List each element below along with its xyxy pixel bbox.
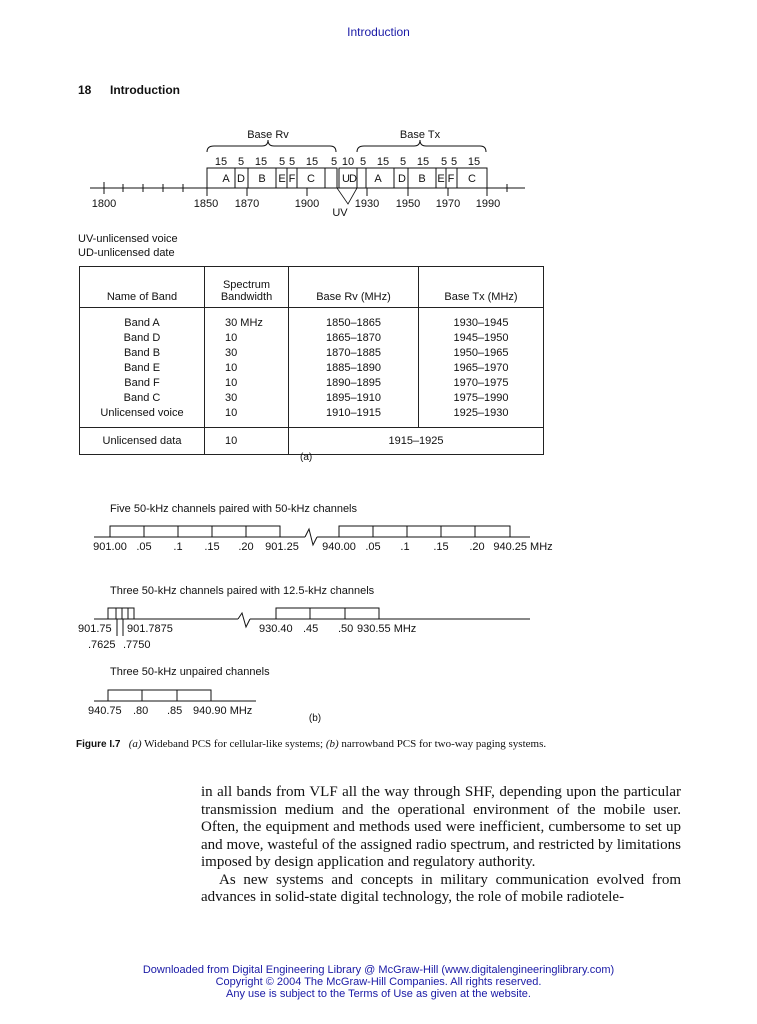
band-label: F xyxy=(447,173,455,185)
channel-label: .1 xyxy=(173,541,183,553)
width-label: 5 xyxy=(450,156,458,168)
channel-label: .15 xyxy=(204,541,220,553)
figure-a-label: (a) xyxy=(300,452,313,463)
paragraph: As new systems and concepts in military communication evolved from advances in solid-state digital technology, the role of mobile radiotele- xyxy=(201,871,681,905)
band-table xyxy=(79,266,544,455)
width-label: 15 xyxy=(305,156,319,168)
width-label: 5 xyxy=(330,156,338,168)
band-label: B xyxy=(258,173,266,185)
figure-label: Figure I.7 xyxy=(76,739,121,750)
axis-label: 1990 xyxy=(475,198,501,210)
width-label: 5 xyxy=(278,156,286,168)
legend-ud: UD-unlicensed date xyxy=(78,247,175,259)
unlicensed-data-range: 1915–1925 xyxy=(289,428,544,455)
section-title: Introduction xyxy=(110,83,180,97)
fig-b-title-2: Three 50-kHz channels paired with 12.5-kHz channels xyxy=(110,585,375,597)
band-names: Band A Band D Band B Band E Band F Band C Unlicensed voice xyxy=(80,308,205,428)
uv-label: UV xyxy=(332,207,348,219)
paragraph: in all bands from VLF all the way through SHF, depending upon the particular transmission medium and the operational environment of the mobile user. Often, the equipment and methods used were inefficient, cumbersome to set up and move, wasteful of the assigned radio spectrum, and restricted by limitations imposed by design application and regulatory authority. xyxy=(201,784,681,870)
channel-label: .15 xyxy=(433,541,449,553)
figure-b-channel-diagram xyxy=(0,495,757,730)
legend-uv: UV-unlicensed voice xyxy=(78,233,178,245)
figure-b-label: (b) xyxy=(308,713,322,724)
axis-label: 1970 xyxy=(435,198,461,210)
channel-label: .80 xyxy=(133,705,149,717)
unlicensed-data-name: Unlicensed data xyxy=(80,428,205,455)
axis-label: 1950 xyxy=(395,198,421,210)
axis-label: 1800 xyxy=(91,198,117,210)
fig-b-title-1: Five 50-kHz channels paired with 50-kHz channels xyxy=(110,503,358,515)
running-header-link[interactable]: Introduction xyxy=(347,25,410,39)
fig-b-title-3: Three 50-kHz unpaired channels xyxy=(110,666,270,678)
channel-label: 901.00 xyxy=(93,541,127,553)
col-header-bandwidth: Spectrum Bandwidth xyxy=(205,267,289,308)
figure-a-spectrum-diagram xyxy=(0,120,757,230)
channel-label: 901.7875 xyxy=(127,623,173,635)
width-label: 15 xyxy=(467,156,481,168)
width-label: 5 xyxy=(440,156,448,168)
channel-label: 940.75 xyxy=(88,705,122,717)
band-label: U xyxy=(342,173,350,185)
channel-label: 930.40 xyxy=(259,623,293,635)
channel-label: 940.00 xyxy=(322,541,356,553)
brace-base-rv xyxy=(207,140,336,152)
axis-label: 1870 xyxy=(234,198,260,210)
band-label: A xyxy=(222,173,230,185)
width-label: 15 xyxy=(214,156,228,168)
brace-base-tx xyxy=(357,140,486,152)
footer-download-link[interactable]: Downloaded from Digital Engineering Library @ McGraw-Hill (www.digitalengineeringlibrary.com) xyxy=(142,964,615,976)
figure-caption: Figure I.7 (a) Wideband PCS for cellular-like systems; (b) narrowband PCS for two-way paging systems. xyxy=(76,738,547,750)
channel-label: .20 xyxy=(238,541,254,553)
band-base-rv: 1850–1865 1865–1870 1870–1885 1885–1890 1890–1895 1895–1910 1910–1915 xyxy=(289,308,419,428)
page-number: 18 xyxy=(78,83,92,97)
channel-label: .05 xyxy=(136,541,152,553)
band-label: D xyxy=(398,173,406,185)
width-label: 10 xyxy=(341,156,355,168)
footer-copyright: Copyright © 2004 The McGraw-Hill Companies. All rights reserved. xyxy=(215,976,542,988)
group-label-base-rv: Base Rv xyxy=(247,129,289,141)
band-base-tx: 1930–1945 1945–1950 1950–1965 1965–1970 1970–1975 1975–1990 1925–1930 xyxy=(419,308,544,428)
band-label: E xyxy=(278,173,286,185)
group-label-base-tx: Base Tx xyxy=(399,129,441,141)
width-label: 5 xyxy=(359,156,367,168)
band-label: D xyxy=(349,173,357,185)
width-label: 15 xyxy=(376,156,390,168)
body-text xyxy=(201,784,681,907)
channel-label: 940.25 MHz xyxy=(493,541,553,553)
channel-label: .45 xyxy=(303,623,319,635)
band-label: C xyxy=(468,173,476,185)
band-label: E xyxy=(437,173,445,185)
band-label: B xyxy=(418,173,426,185)
col-header-base-rv: Base Rv (MHz) xyxy=(289,267,419,308)
band-label: A xyxy=(374,173,382,185)
band-label: F xyxy=(288,173,296,185)
channel-label: 901.75 xyxy=(78,623,112,635)
channel-label: .1 xyxy=(400,541,410,553)
width-label: 15 xyxy=(416,156,430,168)
channel-label: 940.90 MHz xyxy=(193,705,253,717)
channel-label: .05 xyxy=(365,541,381,553)
axis-label: 1900 xyxy=(294,198,320,210)
band-label: C xyxy=(307,173,315,185)
width-label: 5 xyxy=(288,156,296,168)
width-label: 15 xyxy=(254,156,268,168)
channel-label: 901.25 xyxy=(265,541,299,553)
col-header-base-tx: Base Tx (MHz) xyxy=(419,267,544,308)
band-bandwidths: 30 MHz 10 30 10 10 30 10 xyxy=(205,308,289,428)
width-label: 5 xyxy=(237,156,245,168)
band-label: D xyxy=(237,173,245,185)
channel-label: .50 xyxy=(338,623,354,635)
footer-notice xyxy=(0,964,757,1000)
axis-label: 1850 xyxy=(193,198,219,210)
channel-label: .20 xyxy=(469,541,485,553)
width-label: 5 xyxy=(399,156,407,168)
axis-label: 1930 xyxy=(354,198,380,210)
channel-label: .7625 xyxy=(88,639,116,651)
channel-label: 930.55 MHz xyxy=(357,623,417,635)
footer-terms-link[interactable]: Any use is subject to the Terms of Use as given at the website. xyxy=(226,988,531,1000)
unlicensed-data-bandwidth: 10 xyxy=(205,428,289,455)
channel-label: .7750 xyxy=(123,639,151,651)
col-header-name: Name of Band xyxy=(80,267,205,308)
channel-label: .85 xyxy=(167,705,183,717)
